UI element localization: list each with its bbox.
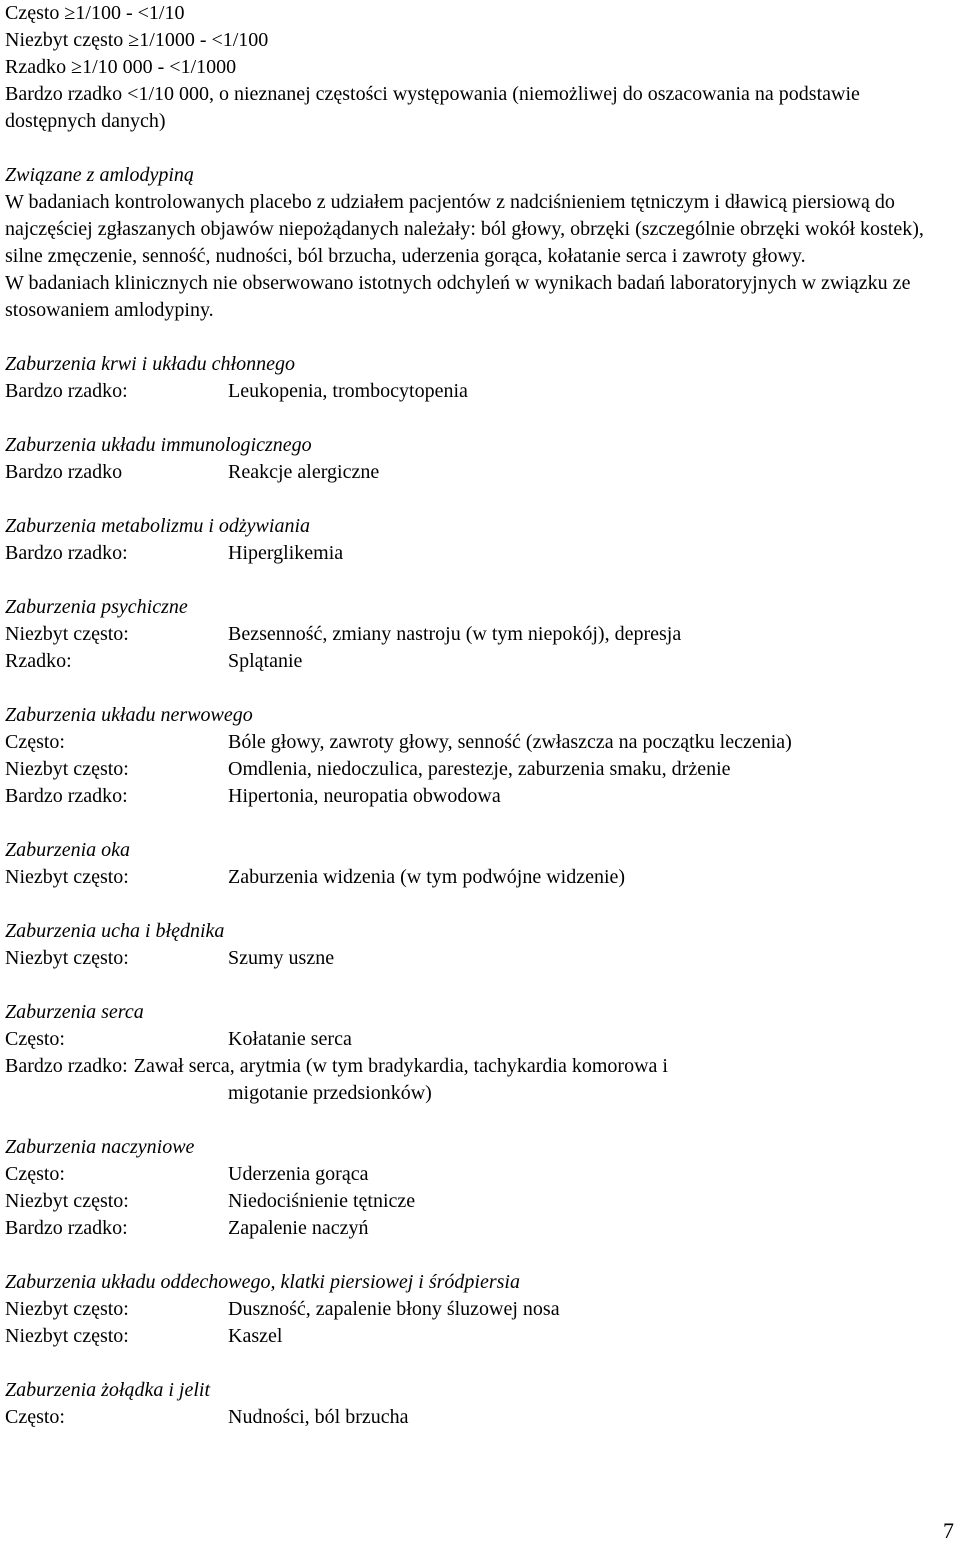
effect-value: Leukopenia, trombocytopenia — [228, 380, 468, 402]
effect-row — [5, 1053, 950, 1080]
section — [5, 1377, 950, 1431]
frequency-label: Często: — [5, 1028, 65, 1050]
frequency-definitions — [5, 0, 950, 135]
effect-row — [5, 1404, 950, 1431]
effect-row — [5, 1296, 950, 1323]
section-title: Zaburzenia psychiczne — [5, 596, 188, 618]
effect-row — [5, 648, 950, 675]
section-title: Zaburzenia ucha i błędnika — [5, 920, 225, 942]
section-title: Zaburzenia układu oddechowego, klatki piersiowej i śródpiersia — [5, 1271, 520, 1293]
section — [5, 918, 950, 972]
frequency-label: Często: — [5, 1163, 65, 1185]
section — [5, 1134, 950, 1242]
frequency-label: Często: — [5, 1406, 65, 1428]
section-title: Zaburzenia krwi i układu chłonnego — [5, 353, 295, 375]
section — [5, 999, 950, 1107]
frequency-label: Bardzo rzadko: — [5, 542, 128, 564]
frequency-label: Bardzo rzadko: — [5, 1055, 128, 1077]
section-title: Zaburzenia układu nerwowego — [5, 704, 253, 726]
effect-row — [5, 1026, 950, 1053]
effect-row — [5, 378, 950, 405]
frequency-label: Często: — [5, 731, 65, 753]
frequency-label: Bardzo rzadko — [5, 461, 123, 483]
section-title: Zaburzenia układu immunologicznego — [5, 434, 312, 456]
effect-value: Kaszel — [228, 1325, 283, 1347]
frequency-def-rare: Rzadko ≥1/10 000 - <1/1000 — [5, 56, 237, 78]
frequency-def-very-rare: Bardzo rzadko <1/10 000, o nieznanej częstości występowania (niemożliwej do oszacowania na podstawie dostępnych danych) — [5, 83, 860, 132]
effect-value: Hiperglikemia — [228, 542, 344, 564]
effect-row — [5, 1188, 950, 1215]
effect-value: Duszność, zapalenie błony śluzowej nosa — [228, 1298, 560, 1320]
frequency-label: Niezbyt często: — [5, 866, 129, 888]
section-title: Zaburzenia metabolizmu i odżywiania — [5, 515, 311, 537]
effect-value: Omdlenia, niedoczulica, parestezje, zaburzenia smaku, drżenie — [228, 758, 731, 780]
frequency-label: Niezbyt często: — [5, 1298, 129, 1320]
effect-value: Zawał serca, arytmia (w tym bradykardia, tachykardia komorowa i — [133, 1055, 668, 1077]
amlodipine-paragraph-2: W badaniach klinicznych nie obserwowano istotnych odchyleń w wynikach badań laboratoryjnych w związku ze stosowaniem amlodypiny. — [5, 272, 911, 321]
document-page — [5, 0, 950, 1431]
adverse-effects-sections — [5, 324, 950, 1431]
frequency-label: Niezbyt często: — [5, 1190, 129, 1212]
frequency-label: Bardzo rzadko: — [5, 380, 128, 402]
section — [5, 1269, 950, 1350]
effect-value: Splątanie — [228, 650, 303, 672]
effect-value: Kołatanie serca — [228, 1028, 352, 1050]
frequency-def-uncommon: Niezbyt często ≥1/1000 - <1/100 — [5, 29, 269, 51]
effect-value: Zaburzenia widzenia (w tym podwójne widzenie) — [228, 866, 626, 888]
effect-value: Uderzenia gorąca — [228, 1163, 369, 1185]
section — [5, 837, 950, 891]
section — [5, 432, 950, 486]
effect-row — [5, 945, 950, 972]
section — [5, 702, 950, 810]
section — [5, 351, 950, 405]
effect-value-continuation: migotanie przedsionków) — [228, 1082, 432, 1104]
section — [5, 594, 950, 675]
effect-value: Hipertonia, neuropatia obwodowa — [228, 785, 501, 807]
effect-value: Reakcje alergiczne — [228, 461, 380, 483]
effect-value: Szumy uszne — [228, 947, 335, 969]
frequency-label: Bardzo rzadko: — [5, 1217, 128, 1239]
frequency-label: Niezbyt często: — [5, 623, 129, 645]
section-title: Zaburzenia naczyniowe — [5, 1136, 195, 1158]
effect-value: Zapalenie naczyń — [228, 1217, 369, 1239]
effect-row — [5, 783, 950, 810]
amlodipine-heading: Związane z amlodypiną — [5, 164, 194, 186]
amlodipine-section — [5, 162, 950, 324]
effect-row — [5, 459, 950, 486]
effect-value: Nudności, ból brzucha — [228, 1406, 409, 1428]
effect-value: Niedociśnienie tętnicze — [228, 1190, 416, 1212]
effect-value: Bóle głowy, zawroty głowy, senność (zwłaszcza na początku leczenia) — [228, 731, 792, 753]
section — [5, 513, 950, 567]
frequency-label: Niezbyt często: — [5, 758, 129, 780]
effect-row — [5, 621, 950, 648]
frequency-label: Niezbyt często: — [5, 1325, 129, 1347]
section-title: Zaburzenia żołądka i jelit — [5, 1379, 210, 1401]
frequency-label: Niezbyt często: — [5, 947, 129, 969]
effect-row — [5, 756, 950, 783]
amlodipine-paragraph-1: W badaniach kontrolowanych placebo z udziałem pacjentów z nadciśnieniem tętniczym i dławicą piersiową do najczęściej zgłaszanych objawów niepożądanych należały: ból głowy, obrzęki (szczególnie obrzęki wokół kostek), silne zmęczenie, senność, nudności, ból brzucha, uderzenia gorąca, kołatanie serca i zawroty głowy. — [5, 191, 924, 267]
page-number: 7 — [943, 1518, 954, 1543]
effect-row — [5, 540, 950, 567]
effect-row — [5, 1323, 950, 1350]
effect-value: Bezsenność, zmiany nastroju (w tym niepokój), depresja — [228, 623, 682, 645]
effect-row — [5, 1161, 950, 1188]
frequency-label: Rzadko: — [5, 650, 72, 672]
frequency-label: Bardzo rzadko: — [5, 785, 128, 807]
effect-row — [5, 729, 950, 756]
section-title: Zaburzenia serca — [5, 1001, 144, 1023]
section-title: Zaburzenia oka — [5, 839, 130, 861]
effect-row — [5, 1215, 950, 1242]
effect-row — [5, 864, 950, 891]
frequency-def-often: Często ≥1/100 - <1/10 — [5, 2, 185, 24]
